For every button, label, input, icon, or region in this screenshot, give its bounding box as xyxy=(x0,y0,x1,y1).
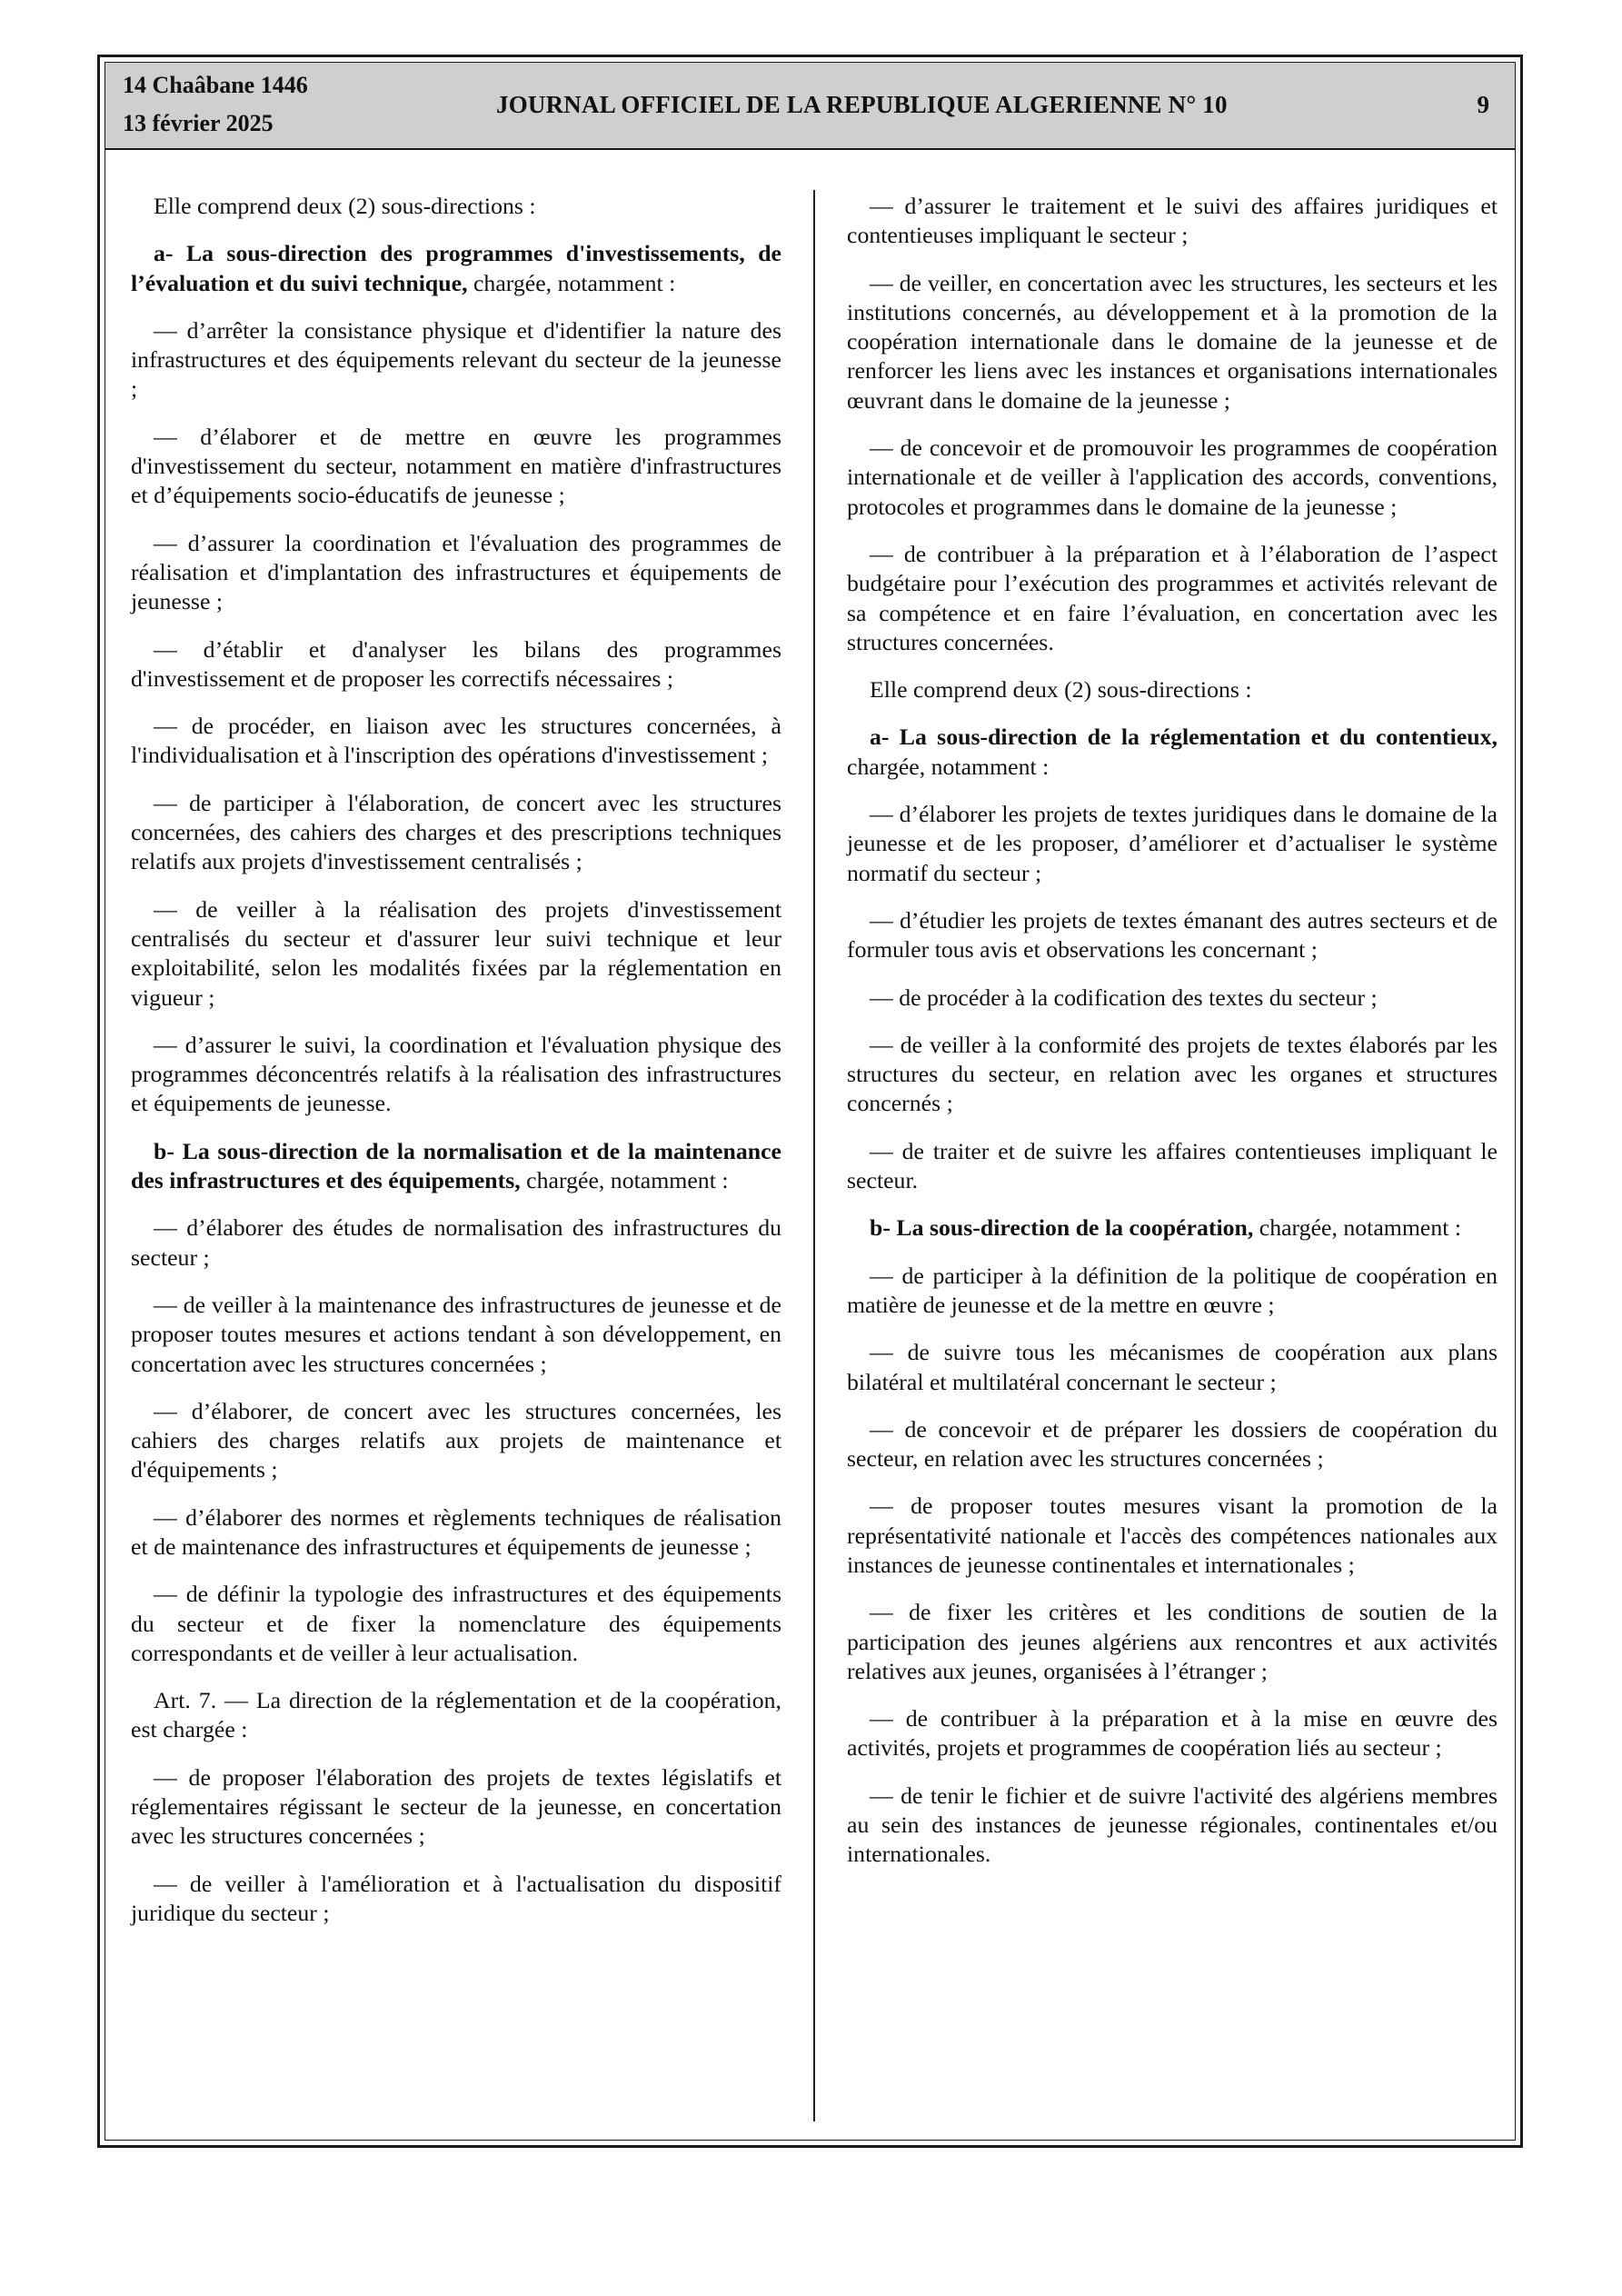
section-heading-paragraph xyxy=(131,239,781,298)
list-item: — de veiller à l'amélioration et à l'actualisation du dispositif juridique du secteur ; xyxy=(131,1870,781,1926)
header-page-number: 9 xyxy=(1477,91,1489,118)
list-item: — de procéder à la codification des textes du secteur ; xyxy=(870,983,1378,1011)
section-heading-paragraph xyxy=(847,1213,1498,1243)
list-item: — de concevoir et de promouvoir les programmes de coopération internationale et de veiller à l'application des accords, conventions, protocoles et programmes dans le domaine de la jeunesse ; xyxy=(847,434,1498,520)
section-heading-paragraph xyxy=(847,723,1498,782)
section-heading: a- La sous-direction de la réglementation et du contentieux, xyxy=(870,724,1498,751)
list-item: — de tenir le fichier et de suivre l'activité des algériens membres au sein des instances de jeunesse régionales, continentales et/ou internationales. xyxy=(847,1782,1498,1868)
list-item: — de contribuer à la préparation et à l’élaboration de l’aspect budgétaire pour l’exécution des programmes et activités relevant de sa compétence et en faire l’évaluation, en concertation avec les structures concernées. xyxy=(847,540,1498,655)
list-item: — d’élaborer les projets de textes juridiques dans le domaine de la jeunesse et de les proposer, d’améliorer et d’actualiser le système normatif du secteur ; xyxy=(847,801,1498,886)
section-heading-suffix: chargée, notamment : xyxy=(1253,1214,1462,1242)
section-heading-suffix: chargée, notamment : xyxy=(847,753,1050,780)
section-heading: b- La sous-direction de la coopération, xyxy=(870,1214,1254,1242)
list-item: — de veiller à la maintenance des infrastructures de jeunesse et de proposer toutes mesures et actions tendant à son développement, en concertation avec les structures concernées ; xyxy=(131,1291,781,1377)
list-item: — de veiller, en concertation avec les structures, les secteurs et les institutions concernés, au développement et à la promotion de la coopération internationale dans le domaine de la jeunesse et de renforcer les liens avec les instances et organisations internationales œuvrant dans le domaine de la jeunesse ; xyxy=(847,269,1498,414)
list-item: — de suivre tous les mécanismes de coopération aux plans bilatéral et multilatéral concernant le secteur ; xyxy=(847,1339,1498,1395)
list-item: — de définir la typologie des infrastructures et des équipements du secteur et de fixer la nomenclature des équipements correspondants et de veiller à leur actualisation. xyxy=(131,1581,781,1666)
list-item: — d’arrêter la consistance physique et d'identifier la nature des infrastructures et des équipements relevant du secteur de la jeunesse ; xyxy=(131,316,781,403)
list-item: — d’élaborer des études de normalisation des infrastructures du secteur ; xyxy=(131,1214,781,1271)
paragraph: Elle comprend deux (2) sous-directions : xyxy=(154,193,536,219)
section-heading-suffix: chargée, notamment : xyxy=(520,1167,729,1194)
page-header xyxy=(105,63,1515,150)
left-column xyxy=(131,192,781,1946)
list-item: — de contribuer à la préparation et à la mise en œuvre des activités, projets et programmes de coopération liés au secteur ; xyxy=(847,1705,1498,1762)
list-item: — d’assurer la coordination et l'évaluation des programmes de réalisation et d'implantation des infrastructures et équipements de jeunesse ; xyxy=(131,529,781,615)
section-heading: a- La sous-direction des programmes d'investissements, de l’évaluation et du suivi technique, xyxy=(131,240,781,296)
list-item: — d’assurer le suivi, la coordination et l'évaluation physique des programmes déconcentrés relatifs à la réalisation des infrastructures et équipements de jeunesse. xyxy=(131,1031,781,1117)
header-date-gregorian: 13 février 2025 xyxy=(123,110,274,136)
section-heading: b- La sous-direction de la normalisation et de la maintenance des infrastructures et des équipements, xyxy=(131,1137,781,1194)
list-item: — de procéder, en liaison avec les structures concernées, à l'individualisation et à l'inscription des opérations d'investissement ; xyxy=(131,713,781,769)
list-item: — de traiter et de suivre les affaires contentieuses impliquant le secteur. xyxy=(847,1137,1498,1194)
list-item: — de participer à la définition de la politique de coopération en matière de jeunesse et de la mettre en œuvre ; xyxy=(847,1262,1498,1318)
right-column xyxy=(847,192,1498,1888)
list-item: — d’élaborer, de concert avec les structures concernées, les cahiers des charges relatifs aux projets de maintenance et d'équipements ; xyxy=(131,1397,781,1483)
list-item: — de concevoir et de préparer les dossiers de coopération du secteur, en relation avec les structures concernées ; xyxy=(847,1415,1498,1472)
list-item: — d’établir et d'analyser les bilans des programmes d'investissement et de proposer les correctifs nécessaires ; xyxy=(131,635,781,692)
header-journal-title: JOURNAL OFFICIEL DE LA REPUBLIQUE ALGERIENNE N° 10 xyxy=(496,91,1228,118)
list-item: — de participer à l'élaboration, de concert avec les structures concernées, des cahiers des charges et des prescriptions techniques relatifs aux projets d'investissement centralisés ; xyxy=(131,789,781,875)
list-item: — de proposer l'élaboration des projets de textes législatifs et réglementaires régissant le secteur de la jeunesse, en concertation avec les structures concernées ; xyxy=(131,1763,781,1850)
list-item: — d’étudier les projets de textes émanant des autres secteurs et de formuler tous avis et observations les concernant ; xyxy=(847,906,1498,963)
list-item: — d’élaborer des normes et règlements techniques de réalisation et de maintenance des infrastructures et équipements de jeunesse ; xyxy=(131,1503,781,1560)
list-item: — de veiller à la réalisation des projets d'investissement centralisés du secteur et d'assurer leur suivi technique et leur exploitabilité, selon les modalités fixées par la réglementation en vigueur ; xyxy=(131,895,781,1011)
section-heading-suffix: chargée, notamment : xyxy=(467,269,676,296)
article-paragraph: Art. 7. — La direction de la réglementation et de la coopération, est chargée : xyxy=(131,1687,781,1743)
paragraph: Elle comprend deux (2) sous-directions : xyxy=(870,676,1252,704)
list-item: — d’assurer le traitement et le suivi des affaires juridiques et contentieuses impliquant le secteur ; xyxy=(847,193,1498,249)
list-item: — de fixer les critères et les conditions de soutien de la participation des jeunes algériens aux rencontres et aux activités relatives aux jeunes, organisées à l’étranger ; xyxy=(847,1599,1498,1684)
list-item: — de veiller à la conformité des projets de textes élaborés par les structures du secteur, en relation avec les organes et structures concernés ; xyxy=(847,1031,1498,1117)
list-item: — d’élaborer et de mettre en œuvre les programmes d'investissement du secteur, notamment en matière d'infrastructures et d’équipements socio-éducatifs de jeunesse ; xyxy=(131,423,781,509)
section-heading-paragraph xyxy=(131,1137,781,1196)
column-divider xyxy=(813,190,815,2121)
list-item: — de proposer toutes mesures visant la promotion de la représentativité nationale et l'accès des compétences nationales aux instances de jeunesse continentales et internationales ; xyxy=(847,1492,1498,1578)
header-date-hijri: 14 Chaâbane 1446 xyxy=(123,72,308,98)
